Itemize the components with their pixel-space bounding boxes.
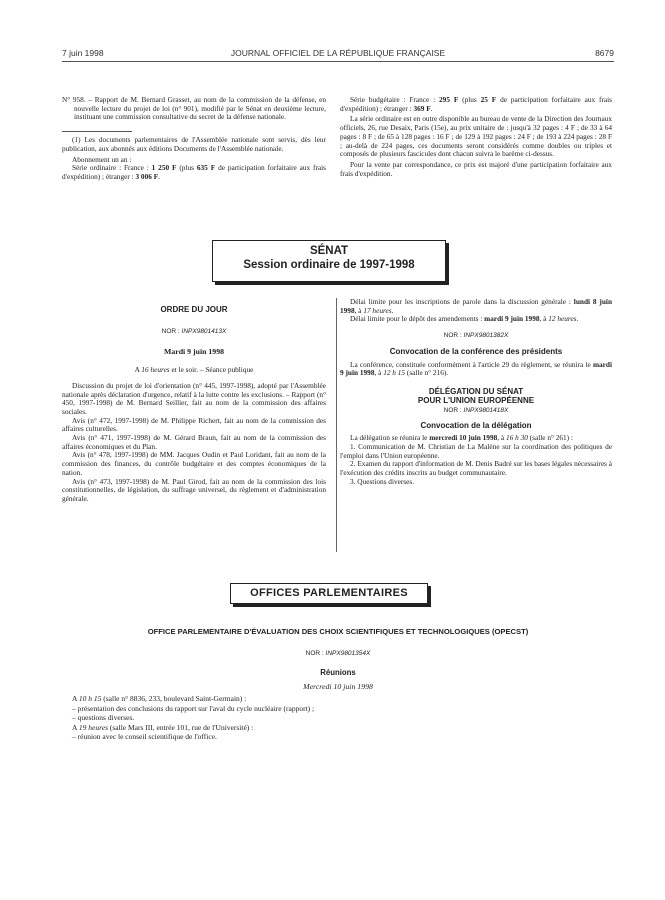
footnote-text: (1) Les documents parlementaires de l'Assemblée nationale sont servis, dès leur publication, aux abonnés aux éditions Documents de l'Assemblée nationale.: [62, 135, 326, 153]
discussion-paragraph: Discussion du projet de loi d'orientation (n° 445, 1997-1998), adopté par l'Assemblée nationale après déclaration d'urgence, relatif à la lutte contre les exclusions. – Rapport (n° 450, 1997-1998) de M. Bernard Seillier, fait au nom de la commission des affaires sociales.: [62, 380, 326, 416]
offices-heading-box: OFFICES PARLEMENTAIRES: [230, 583, 428, 604]
vente-paragraph: La série ordinaire est en outre disponible au bureau de vente de la Direction des Journaux officiels, 26, rue Desaix, Paris (15e), au prix unitaire de : jusqu'à 32 pages : 4 F ; de 33 à 64 pages : 8 F ; de 65 à 128 pages : 16 F ; de 129 à 192 pages : 24 F ; de 193 à 224 pages : 28 F ; au-delà de 224 pages, ces documents seront considérés comme doubles ou triples et composés de plusieurs fascicules dont chacun suivra le barème ci-dessus.: [340, 114, 612, 159]
senat-title: SÉNAT: [309, 245, 349, 257]
delegation-item-2: 2. Examen du rapport d'information de M. Denis Badré sur les bases légales nécessaires à l'exécution des crédits inscrits au budget communautaire.: [340, 459, 612, 478]
conference-nor-line: NOR : INPX9801382X: [443, 332, 509, 340]
abonnement-label: Abonnement un an :: [72, 154, 132, 164]
column-divider: [336, 298, 337, 552]
serie-ordinaire-price: Série ordinaire : France : 1 250 F (plus 635 F de participation forfaitaire aux frais d'expédition) ; étranger : 3 006 F.: [62, 163, 327, 181]
senat-heading-box: [212, 240, 446, 282]
rapport-entry: N° 958. – Rapport de M. Bernard Grasset, au nom de la commission de la défense, en nouvelle lecture du projet de loi (n° 901), modifié par le Sénat en deuxième lecture, instituant une commission consultative du secret de la défense nationale.: [62, 95, 327, 122]
delegation-paragraph: La délégation se réunira le mercredi 10 juin 1998, à 16 h 30 (salle n° 261) :: [350, 433, 573, 443]
top-right-column: [340, 96, 612, 180]
reunion-1-item-1: – présentation des conclusions du rapport sur l'aval du cycle nucléaire (rapport) ;: [72, 703, 315, 713]
session-title: Session ordinaire de 1997-1998: [243, 259, 415, 271]
serie-budgetaire-price: Série budgétaire : France : 295 F (plus 25 F de participation forfaitaire aux frais d'expédition) ; étranger : 369 F.: [340, 95, 613, 113]
seance-line: A 16 heures et le soir. – Séance publique: [134, 365, 254, 375]
top-left-column: [62, 96, 326, 184]
header-date: 7 juin 1998: [62, 48, 104, 58]
opecst-date: Mercredi 10 juin 1998: [303, 682, 373, 691]
ordre-du-jour-column: [62, 306, 326, 504]
conference-title: Convocation de la conférence des présidents: [389, 346, 563, 356]
delegation-item-1: 1. Communication de M. Christian de La Malène sur la coordination des politiques de l'emploi dans l'Union européenne.: [340, 442, 612, 460]
avis-richert: Avis (n° 472, 1997-1998) de M. Philippe Richert, fait au nom de la commission des affaires culturelles.: [62, 415, 326, 434]
delegation-item-3: 3. Questions diverses.: [350, 476, 415, 486]
convocation-delegation-title: Convocation de la délégation: [420, 420, 532, 430]
right-column: [340, 298, 612, 487]
avis-braun: Avis (n° 471, 1997-1998) de M. Gérard Braun, fait au nom de la commission des affaires économiques et du Plan.: [62, 433, 326, 451]
delegation-title: DÉLÉGATION DU SÉNAT POUR L'UNION EUROPÉENNE: [417, 386, 535, 405]
reunion-2-item-1: – réunion avec le conseil scientifique de l'office.: [72, 732, 217, 741]
reunions-heading: Réunions: [320, 668, 356, 677]
delegation-nor-line: NOR : INPX9801418X: [443, 406, 509, 414]
conference-paragraph: La conférence, constituée conformément à l'article 29 du règlement, se réunira le mardi 9 juin 1998, à 12 h 15 (salle n° 216).: [340, 359, 613, 378]
delai-inscriptions: Délai limite pour les inscriptions de parole dans la discussion générale : lundi 8 juin 1998, à 17 heures.: [340, 297, 613, 315]
opecst-nor-line: NOR : INPX9801354X: [305, 650, 371, 657]
reunion-1-item-2: – questions diverses.: [72, 713, 135, 722]
header-page-number: 8679: [595, 48, 614, 58]
footnote-rule: [62, 131, 132, 132]
ordre-nor-line: NOR : INPX9801413X: [161, 327, 227, 335]
ordre-du-jour-title: ORDRE DU JOUR: [160, 305, 228, 314]
correspondance-paragraph: Pour la vente par correspondance, ce prix est majoré d'une participation forfaitaire aux frais d'expédition.: [340, 159, 612, 178]
delai-amendements: Délai limite pour le dépôt des amendements : mardi 9 juin 1998, à 12 heures.: [350, 314, 579, 324]
avis-girod: Avis (n° 473, 1997-1998) de M. Paul Girod, fait au nom de la commission des lois constitutionnelles, de législation, du suffrage universel, du règlement et d'administration générale.: [62, 476, 326, 503]
ordre-date: Mardi 9 juin 1998: [164, 347, 224, 357]
header-journal-title: JOURNAL OFFICIEL DE LA RÉPUBLIQUE FRANÇAISE: [230, 48, 446, 58]
reunion-2-line: A 19 heures (salle Mars III, entrée 101, rue de l'Université) :: [72, 722, 254, 732]
opecst-reunions: [72, 694, 607, 742]
opecst-title: OFFICE PARLEMENTAIRE D'ÉVALUATION DES CHOIX SCIENTIFIQUES ET TECHNOLOGIQUES (OPECST): [147, 627, 529, 636]
header-rule: [62, 61, 614, 62]
reunion-1-line: A 10 h 15 (salle n° 8836, 233, boulevard Saint-Germain) :: [72, 694, 247, 703]
avis-oudin-loridant: Avis (n° 478, 1997-1998) de MM. Jacques Oudin et Paul Loridant, fait au nom de la commission des finances, du contrôle budgétaire et des comptes économiques de la nation.: [62, 450, 326, 477]
